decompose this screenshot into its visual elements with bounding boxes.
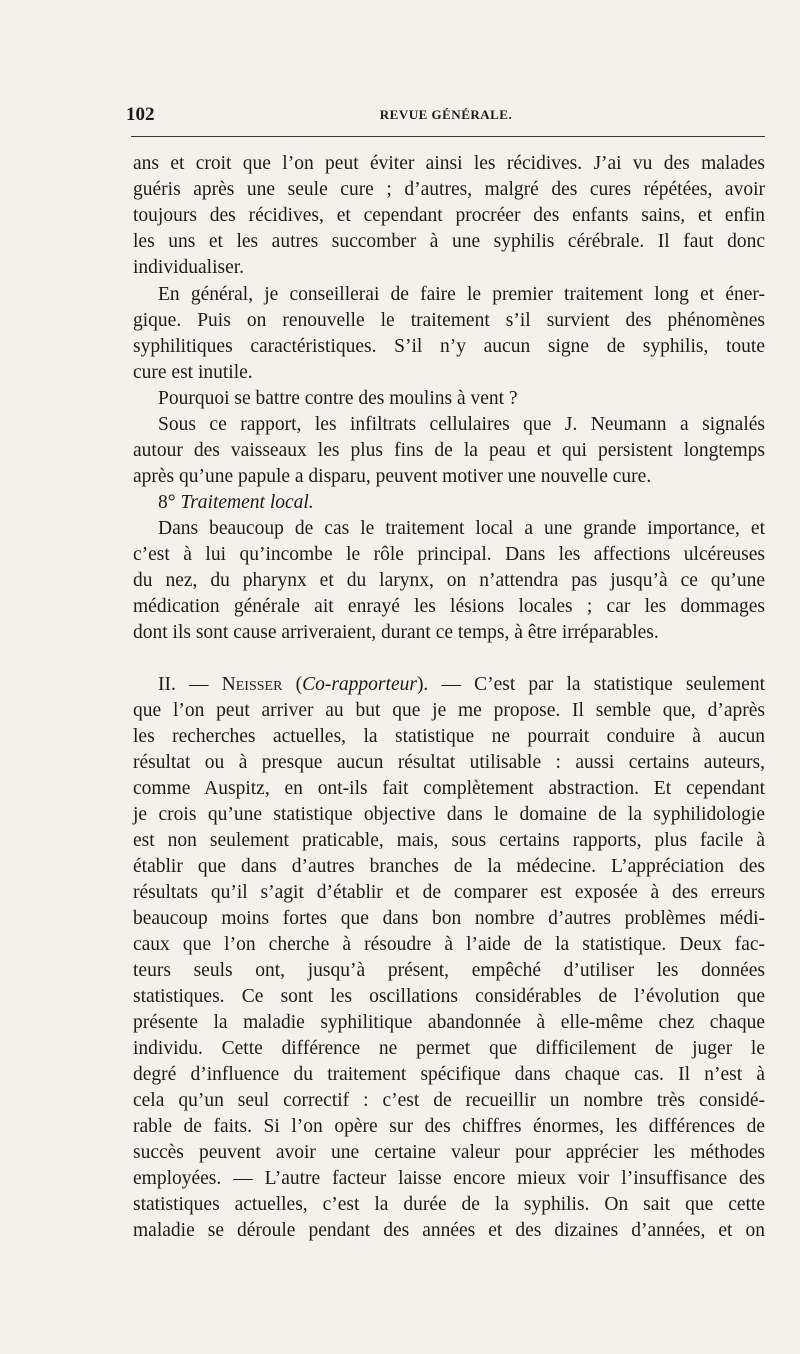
text-line: rable de faits. Si l’on opère sur des chiffres énormes, les différences de bbox=[133, 1116, 765, 1137]
text-line: comme Auspitz, en ont-ils fait complètement abstraction. Et cependant bbox=[133, 778, 765, 799]
text-line: présente la maladie syphilitique abandonnée à elle-même chez chaque bbox=[133, 1012, 765, 1033]
text-line: cela qu’un seul correctif : c’est de recueillir un nombre très considé- bbox=[133, 1090, 765, 1111]
section-title: Traitement local. bbox=[180, 492, 314, 513]
text-line: dont ils sont cause arriveraient, durant ce temps, à être irréparables. bbox=[133, 622, 659, 643]
page-header bbox=[126, 104, 766, 130]
text-line: cure est inutile. bbox=[133, 362, 253, 383]
section-number: 8° bbox=[158, 492, 181, 513]
running-title: REVUE GÉNÉRALE. bbox=[379, 107, 513, 122]
text-line: beaucoup moins fortes que dans bon nombre d’autres problèmes médi- bbox=[133, 908, 765, 929]
text-line: que l’on peut arriver au but que je me propose. Il semble que, d’après bbox=[133, 700, 765, 721]
author-name: Neisser bbox=[221, 674, 283, 695]
section-heading bbox=[158, 490, 765, 516]
text-line: toujours des récidives, et cependant procréer des enfants sains, et enfin bbox=[133, 205, 765, 226]
text-line: succès peuvent avoir une certaine valeur pour apprécier les méthodes bbox=[133, 1142, 765, 1163]
text-line: est non seulement praticable, mais, sous certains rapports, plus facile à bbox=[133, 830, 765, 851]
text-line: guéris après une seule cure ; d’autres, malgré des cures répétées, avoir bbox=[133, 179, 765, 200]
text-line: résultats qu’il s’agit d’établir et de comparer est exposée à des erreurs bbox=[133, 882, 765, 903]
text-line: après qu’une papule a disparu, peuvent motiver une nouvelle cure. bbox=[133, 466, 652, 487]
text-line: statistiques. Ce sont les oscillations considérables de l’évolution que bbox=[133, 986, 765, 1007]
author-role: Co-rapporteur bbox=[302, 674, 417, 695]
text-line: Sous ce rapport, les infiltrats cellulaires que J. Neumann a signalés bbox=[158, 414, 765, 435]
text-line: les recherches actuelles, la statistique ne pourrait conduire à aucun bbox=[133, 726, 765, 747]
text-line: médication générale ait enrayé les lésions locales ; car les dommages bbox=[133, 596, 765, 617]
text-line: degré d’influence du traitement spécifique dans chaque cas. Il n’est à bbox=[133, 1064, 765, 1085]
page-number: 102 bbox=[126, 104, 155, 125]
text-line: syphilitiques caractéristiques. S’il n’y aucun signe de syphilis, toute bbox=[133, 336, 765, 357]
text-line: je crois qu’une statistique objective dans le domaine de la syphilidologie bbox=[133, 804, 765, 825]
text-line: caux que l’on cherche à résoudre à l’aide de la statistique. Deux fac- bbox=[133, 934, 765, 955]
text-line: En général, je conseillerai de faire le premier traitement long et éner- bbox=[158, 284, 765, 305]
text-line: Dans beaucoup de cas le traitement local a une grande importance, et bbox=[158, 518, 765, 539]
text-line: établir que dans d’autres branches de la médecine. L’appréciation des bbox=[133, 856, 765, 877]
text-line: c’est à lui qu’incombe le rôle principal. Dans les affections ulcéreuses bbox=[133, 544, 765, 565]
text-line: les uns et les autres succomber à une syphilis cérébrale. Il faut donc bbox=[133, 231, 765, 252]
text-line: maladie se déroule pendant des années et des dizaines d’années, et on bbox=[133, 1220, 765, 1241]
text-line: ans et croit que l’on peut éviter ainsi les récidives. J’ai vu des malades bbox=[133, 153, 765, 174]
text-line: teurs seuls ont, jusqu’à présent, empêché d’utiliser les données bbox=[133, 960, 765, 981]
text-line bbox=[158, 672, 765, 698]
section-number: II. — bbox=[158, 674, 222, 695]
text-line: statistiques actuelles, c’est la durée de la syphilis. On sait que cette bbox=[133, 1194, 765, 1215]
text-line: du nez, du pharynx et du larynx, on n’attendra pas jusqu’à ce qu’une bbox=[133, 570, 765, 591]
header-rule bbox=[131, 136, 765, 137]
text-line: Pourquoi se battre contre des moulins à vent ? bbox=[158, 388, 518, 409]
text-line: individu. Cette différence ne permet que difficilement de juger le bbox=[133, 1038, 765, 1059]
text-line: résultat ou à presque aucun résultat utilisable : aussi certains auteurs, bbox=[133, 752, 765, 773]
text-line: employées. — L’autre facteur laisse encore mieux voir l’insuffisance des bbox=[133, 1168, 765, 1189]
text-line: gique. Puis on renouvelle le traitement s’il survient des phénomènes bbox=[133, 310, 765, 331]
text-line: individualiser. bbox=[133, 257, 245, 278]
line-rest: ). — C’est par la statistique seulement bbox=[416, 674, 765, 695]
paren-open: ( bbox=[282, 674, 303, 695]
text-line: autour des vaisseaux les plus fins de la peau et qui persistent longtemps bbox=[133, 440, 765, 461]
